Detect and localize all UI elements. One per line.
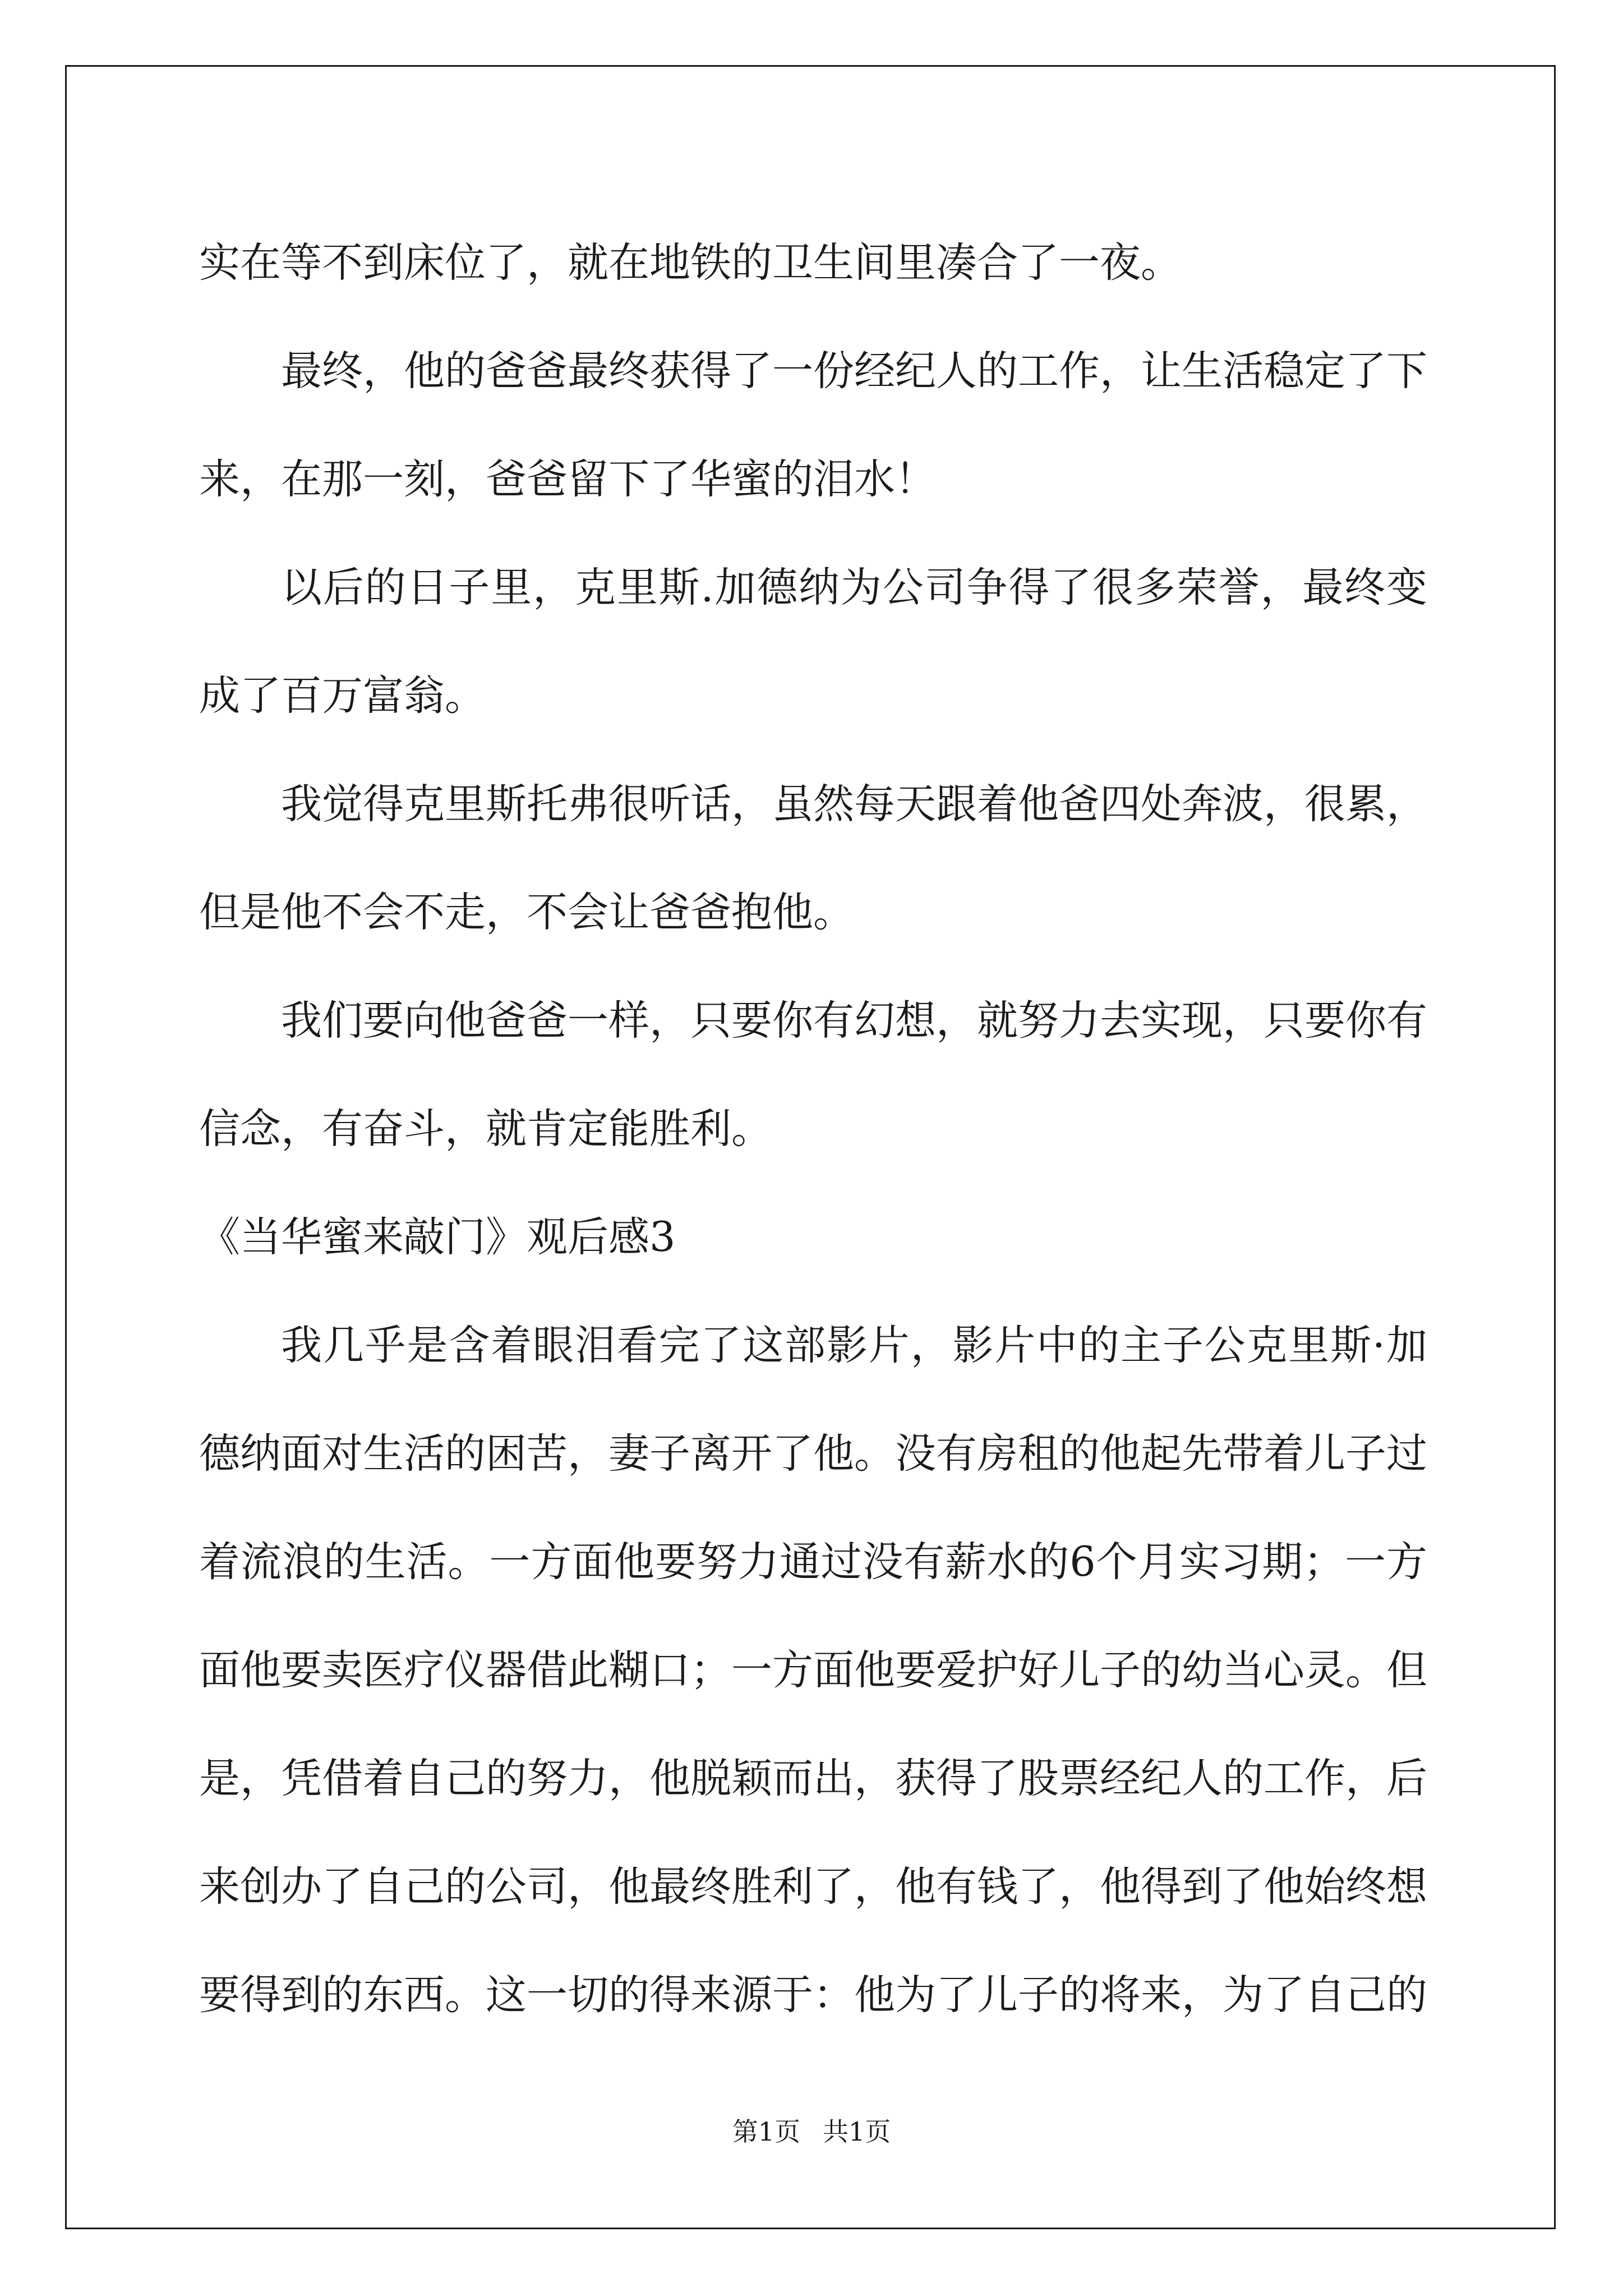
paragraph-6: 我几乎是含着眼泪看完了这部影片，影片中的主子公克里斯·加德纳面对生活的困苦，妻子离开了他。没有房租的他起先带着儿子过着流浪的生活。一方面他要努力通过没有薪水的6个月实习期；一方面他要卖医疗仪器借此糊口；一方面他要爱护好儿子的幼当心灵。但是，凭借着自己的努力，他脱颖而出，获得了股票经纪人的工作，后来创办了自己的公司，他最终胜利了，他有钱了，他得到了他始终想要得到的东西。这一切的得来源于：他为了儿子的将来，为了自己的: [199, 1322, 1427, 2019]
paragraph-5: 我们要向他爸爸一样，只要你有幻想，就努力去实现，只要你有信念，有奋斗，就肯定能胜利。: [199, 997, 1427, 1153]
page-number: 第1页: [732, 2116, 800, 2147]
paragraph-1: 实在等不到床位了，就在地铁的卫生间里凑合了一夜。: [199, 239, 1182, 287]
paragraph-2: 最终，他的爸爸最终获得了一份经纪人的工作，让生活稳定了下来，在那一刻，爸爸留下了华蜜的泪水！: [199, 347, 1427, 503]
paragraph-4: 我觉得克里斯托弗很听话，虽然每天跟着他爸四处奔波，很累，但是他不会不走，不会让爸爸抱他。: [199, 780, 1427, 936]
page-footer: [0, 2115, 1623, 2148]
paragraph-3: 以后的日子里，克里斯.加德纳为公司争得了很多荣誉，最终变成了百万富翁。: [199, 564, 1427, 720]
page-total: 共1页: [823, 2116, 891, 2147]
section-heading: 《当华蜜来敲门》观后感3: [199, 1213, 676, 1261]
document-body: [199, 209, 1427, 2049]
